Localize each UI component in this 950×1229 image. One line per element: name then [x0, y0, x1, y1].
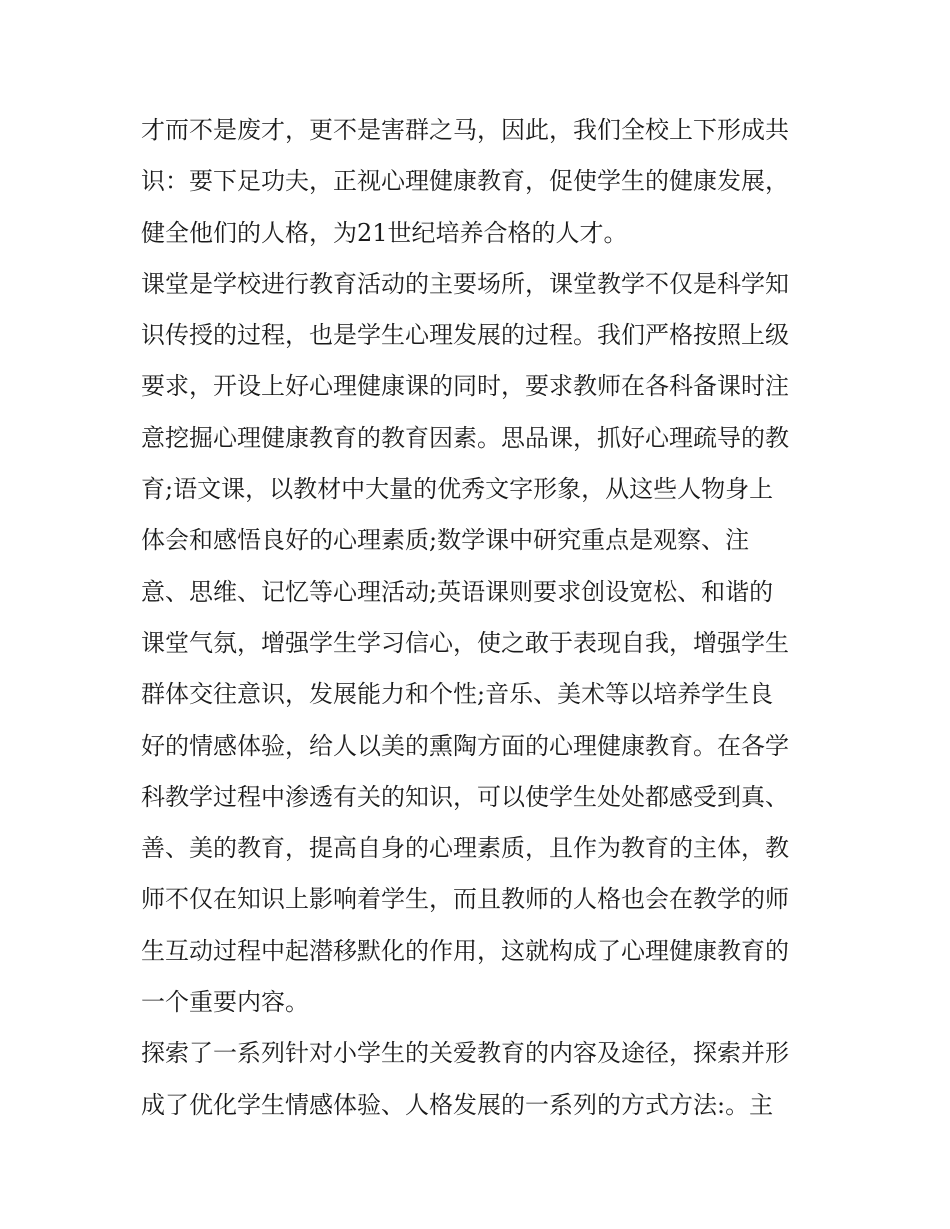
body-text: [141, 110, 813, 1136]
text-line: 生互动过程中起潜移默化的作用，这就构成了心理健康教育的: [141, 936, 789, 965]
text-line: 才而不是废才，更不是害群之马，因此，我们全校上下形成共: [141, 116, 789, 144]
text-line: 体会和感悟良好的心理素质;数学课中研究重点是观察、注: [141, 526, 750, 555]
text-line: 识：要下足功夫，正视心理健康教育，促使学生的健康发展，: [141, 167, 789, 196]
text-line: 一个重要内容。: [141, 988, 309, 1017]
text-line: 意挖掘心理健康教育的教育因素。思品课，抓好心理疏导的教: [141, 423, 789, 452]
text-line: 意、思维、记忆等心理活动;英语课则要求创设宽松、和谐的: [141, 577, 774, 606]
text-line: 好的情感体验，给人以美的熏陶方面的心理健康教育。在各学: [141, 731, 789, 760]
text-line: 科教学过程中渗透有关的知识，可以使学生处处都感受到真、: [141, 782, 789, 811]
text-line: 育;语文课，以教材中大量的优秀文字形象，从这些人物身上: [141, 475, 774, 504]
text-line: 师不仅在知识上影响着学生，而且教师的人格也会在教学的师: [141, 885, 789, 914]
text-line: 识传授的过程，也是学生心理发展的过程。我们严格按照上级: [141, 321, 789, 350]
text-line: 要求，开设上好心理健康课的同时，要求教师在各科备课时注: [141, 372, 789, 401]
text-line: 善、美的教育，提高自身的心理素质，且作为教育的主体，教: [141, 834, 789, 863]
text-line: 探索了一系列针对小学生的关爱教育的内容及途径，探索并形: [141, 1039, 789, 1068]
text-line: 健全他们的人格，为21世纪培养合格的人才。: [141, 218, 628, 247]
text-line: 课堂气氛，增强学生学习信心，使之敢于表现自我，增强学生: [141, 628, 789, 657]
text-line: 群体交往意识，发展能力和个性;音乐、美术等以培养学生良: [141, 680, 774, 709]
text-line: 课堂是学校进行教育活动的主要场所，课堂教学不仅是科学知: [141, 269, 789, 298]
text-line: 成了优化学生情感体验、人格发展的一系列的方式方法:。主: [141, 1090, 774, 1119]
